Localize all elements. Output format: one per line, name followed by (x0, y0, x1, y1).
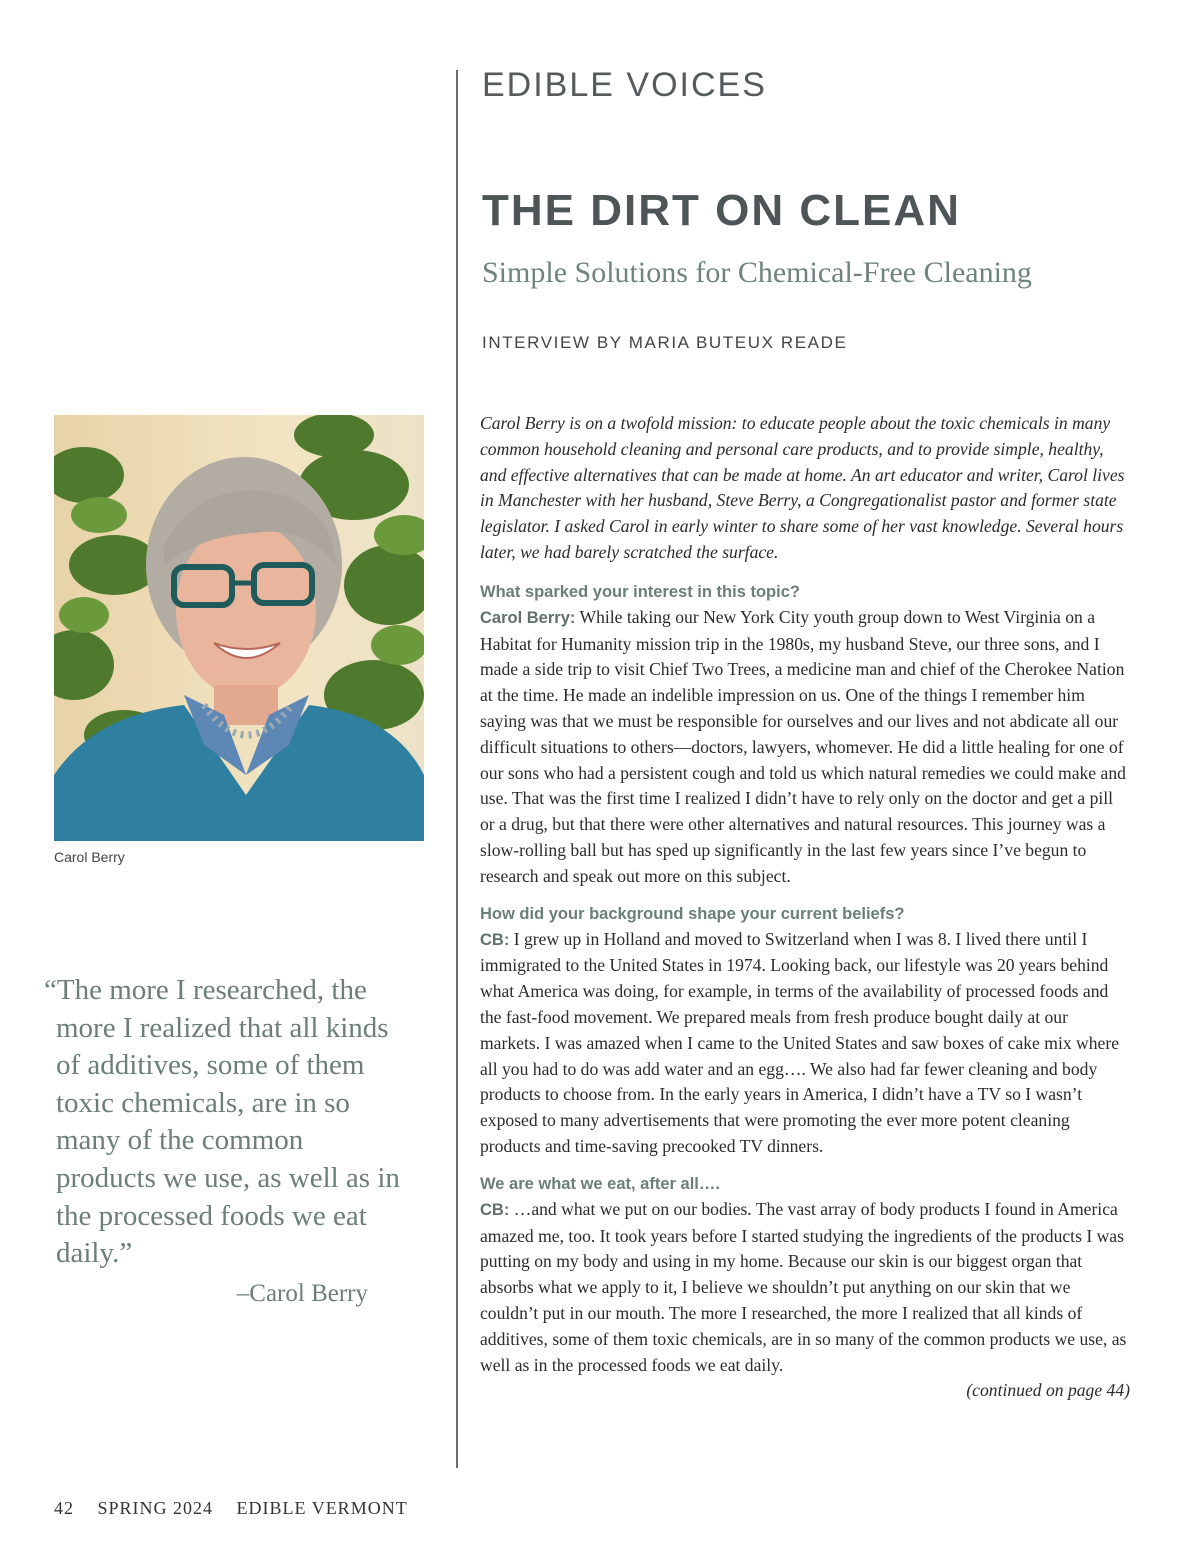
article-intro: Carol Berry is on a twofold mission: to educate people about the toxic chemicals in many common household cleaning and personal care products, and to provide simple, healthy, and effective alternatives that can be made at home. An art educator and writer, Carol lives in Manchester with her husband, Steve Berry, a Congregationalist pastor and former state legislator. I asked Carol in early winter to share some of her vast knowledge. Several hours later, we had barely scratched the surface. (480, 413, 1125, 562)
pull-quote-attribution: –Carol Berry (236, 1279, 368, 1307)
publication-name: EDIBLE VERMONT (236, 1498, 408, 1518)
interview-answer (480, 605, 1130, 890)
speaker-label: Carol Berry: (480, 608, 576, 627)
section-label: EDIBLE VOICES (482, 66, 767, 104)
speaker-label: CB: (480, 930, 510, 949)
interview-question: We are what we eat, after all…. (480, 1174, 720, 1193)
article-body (480, 411, 1130, 1404)
byline: INTERVIEW BY MARIA BUTEUX READE (482, 333, 848, 352)
interview-question: What sparked your interest in this topic? (480, 582, 800, 601)
portrait-illustration (54, 415, 424, 841)
pull-quote (40, 972, 400, 1312)
interview-answer (480, 1197, 1130, 1379)
portrait-photo (54, 415, 424, 841)
column-divider (456, 70, 458, 1468)
photo-caption: Carol Berry (54, 849, 125, 865)
speaker-label: CB: (480, 1200, 510, 1219)
issue-label: SPRING 2024 (97, 1498, 214, 1518)
answer-text: …and what we put on our bodies. The vast array of body products I found in America amazed me, too. It took years before I started studying the ingredients of the products I was putting on my body and using in my home. Because our skin is our biggest organ that absorbs what we apply to it, I believe we shouldn’t put anything on our skin that we couldn’t put in our mouth. The more I researched, the more I realized that all kinds of additives, some of them toxic chemicals, are in so many of the common products we use, as well as in the processed foods we eat daily. (480, 1198, 1127, 1375)
article-subtitle: Simple Solutions for Chemical-Free Cleaning (482, 256, 1032, 289)
continued-note: (continued on page 44) (966, 1380, 1130, 1401)
answer-text: While taking our New York City youth group down to West Virginia on a Habitat for Humanity mission trip in the 1980s, my husband Steve, our three sons, and I made a side trip to visit Chief Two Trees, a medicine man and chief of the Cherokee Nation at the time. He made an indelible impression on us. One of the things I remember him saying was that we must be responsible for ourselves and our lives and not abdicate all our difficult situations to others—doctors, lawyers, whomever. He did a little healing for one of our sons who had a persistent cough and told us which natural remedies we could make and use. That was the first time I realized I didn’t have to rely only on the doctor and get a pill or a drug, but that there were other alternatives and natural resources. This journey was a slow-rolling ball but has sped up significantly in the last few years since I’ve begun to research and speak out more on this subject. (480, 606, 1126, 886)
interview-question: How did your background shape your current beliefs? (480, 904, 905, 923)
page-footer (54, 1498, 426, 1519)
answer-text: I grew up in Holland and moved to Switzerland when I was 8. I lived there until I immigrated to the United States in 1974. Looking back, our lifestyle was 20 years behind what America was doing, for example, in terms of the availability of processed foods and the fast-food movement. We prepared meals from fresh produce bought daily at our markets. I was amazed when I came to the United States and saw boxes of cake mix where all you had to do was add water and an egg…. We also had far fewer cleaning and body products to choose from. In the early years in America, I didn’t have a TV so I wasn’t exposed to many advertisements that were promoting the ever more potent cleaning products and time-saving precooked TV dinners. (480, 928, 1120, 1156)
interview-answer (480, 927, 1130, 1160)
pull-quote-text: “The more I researched, the more I realized that all kinds of additives, some of them toxic chemicals, are in so many of the common products we use, as well as in the processed foods we eat daily.” (44, 974, 400, 1270)
article-title: THE DIRT ON CLEAN (482, 186, 961, 235)
page-number: 42 (54, 1498, 74, 1518)
